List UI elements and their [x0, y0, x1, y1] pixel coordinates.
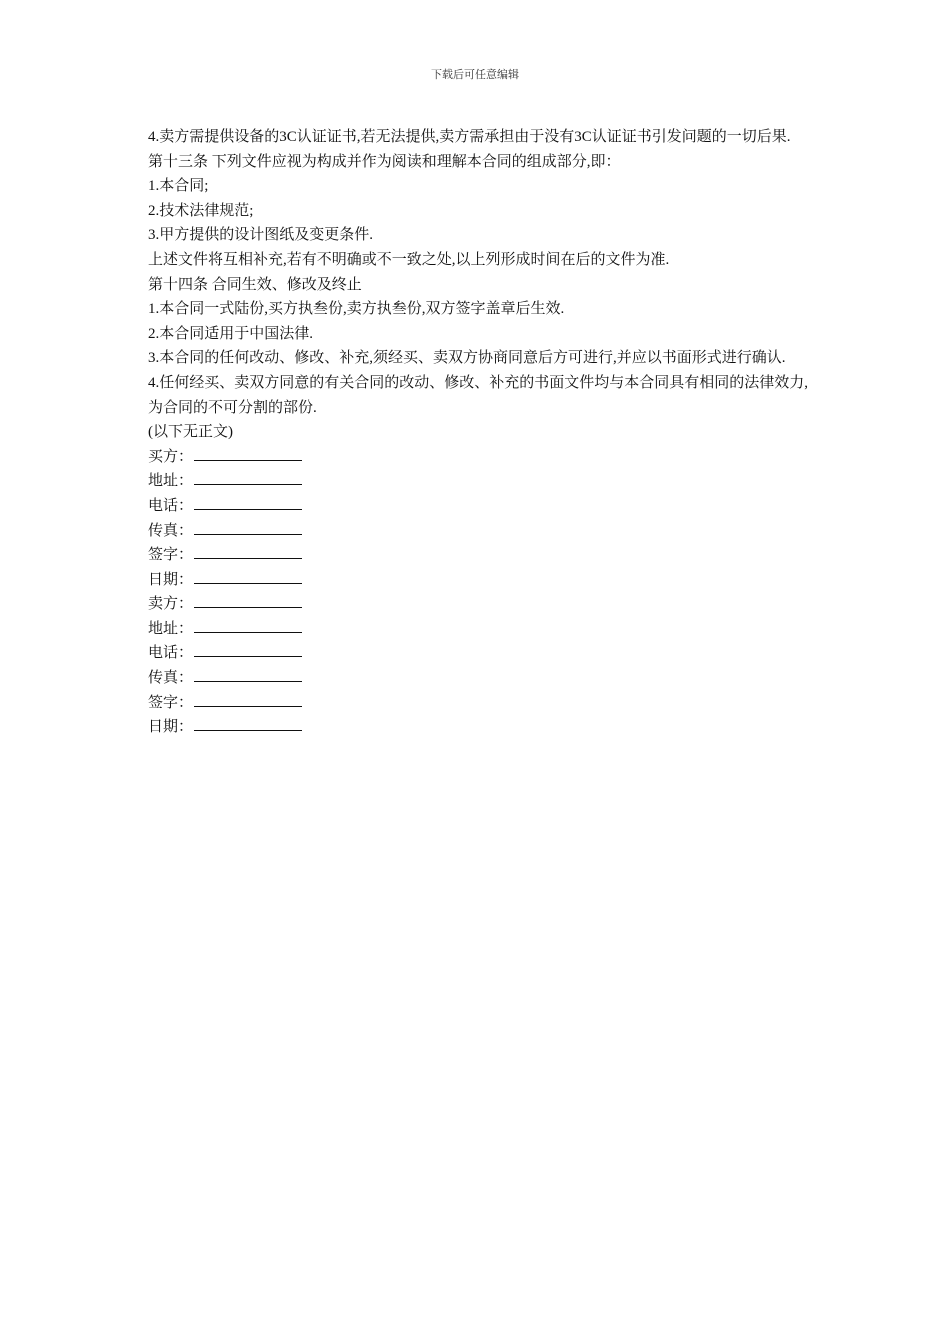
- signature-field: [144, 592, 808, 617]
- field-label: 买方：: [148, 448, 194, 465]
- clause-paragraph: 2.技术法律规范;: [148, 202, 254, 219]
- clause-paragraph: 4.卖方需提供设备的3C认证证书,若无法提供,卖方需承担由于没有3C认证证书引发问题的一切后果.: [148, 129, 791, 145]
- fill-in-blank: [194, 716, 302, 731]
- clause-paragraph: 4.任何经买、卖双方同意的有关合同的改动、修改、补充的书面文件均与本合同具有相同的法律效力,为合同的不可分割的部份.: [148, 374, 809, 416]
- contract-body: [144, 125, 808, 740]
- signature-field: [144, 666, 808, 691]
- no-further-text-note: (以下无正文): [148, 424, 233, 441]
- article-13-heading: 第十三条 下列文件应视为构成并作为阅读和理解本合同的组成部分,即：: [148, 153, 621, 170]
- signature-field: [144, 519, 808, 544]
- header-note: 下载后可任意编辑: [431, 69, 519, 81]
- fill-in-blank: [194, 520, 302, 535]
- buyer-signature-block: [144, 445, 808, 593]
- field-label: 卖方：: [148, 596, 194, 613]
- field-label: 传真：: [148, 670, 194, 687]
- field-label: 地址：: [148, 620, 194, 637]
- clause-paragraph: 上述文件将互相补充,若有不明确或不一致之处,以上列形成时间在后的文件为准.: [148, 251, 670, 268]
- article-14-heading: 第十四条 合同生效、修改及终止: [148, 276, 362, 293]
- field-label: 签字：: [148, 694, 194, 711]
- signature-field: [144, 568, 808, 593]
- signature-field: [144, 494, 808, 519]
- clause-paragraph: 1.本合同一式陆份,买方执叁份,卖方执叁份,双方签字盖章后生效.: [148, 301, 565, 318]
- clause-paragraph: 3.本合同的任何改动、修改、补充,须经买、卖双方协商同意后方可进行,并应以书面形式进行确认.: [148, 350, 786, 367]
- clause-paragraph: 3.甲方提供的设计图纸及变更条件.: [148, 227, 374, 244]
- fill-in-blank: [194, 544, 302, 559]
- signature-field: [144, 469, 808, 494]
- fill-in-blank: [194, 446, 302, 461]
- signature-field: [144, 715, 808, 740]
- seller-signature-block: [144, 592, 808, 740]
- signature-field: [144, 445, 808, 470]
- fill-in-blank: [194, 593, 302, 608]
- field-label: 日期：: [148, 719, 194, 736]
- signature-field: [144, 691, 808, 716]
- field-label: 电话：: [148, 497, 194, 514]
- field-label: 电话：: [148, 645, 194, 662]
- field-label: 地址：: [148, 473, 194, 490]
- signature-field: [144, 617, 808, 642]
- clause-paragraph: 1.本合同;: [148, 178, 209, 195]
- signature-field: [144, 641, 808, 666]
- fill-in-blank: [194, 495, 302, 510]
- fill-in-blank: [194, 667, 302, 682]
- signature-field: [144, 543, 808, 568]
- fill-in-blank: [194, 569, 302, 584]
- field-label: 传真：: [148, 522, 194, 539]
- fill-in-blank: [194, 642, 302, 657]
- field-label: 签字：: [148, 547, 194, 564]
- fill-in-blank: [194, 618, 302, 633]
- fill-in-blank: [194, 692, 302, 707]
- clause-paragraph: 2.本合同适用于中国法律.: [148, 325, 314, 342]
- fill-in-blank: [194, 470, 302, 485]
- field-label: 日期：: [148, 571, 194, 588]
